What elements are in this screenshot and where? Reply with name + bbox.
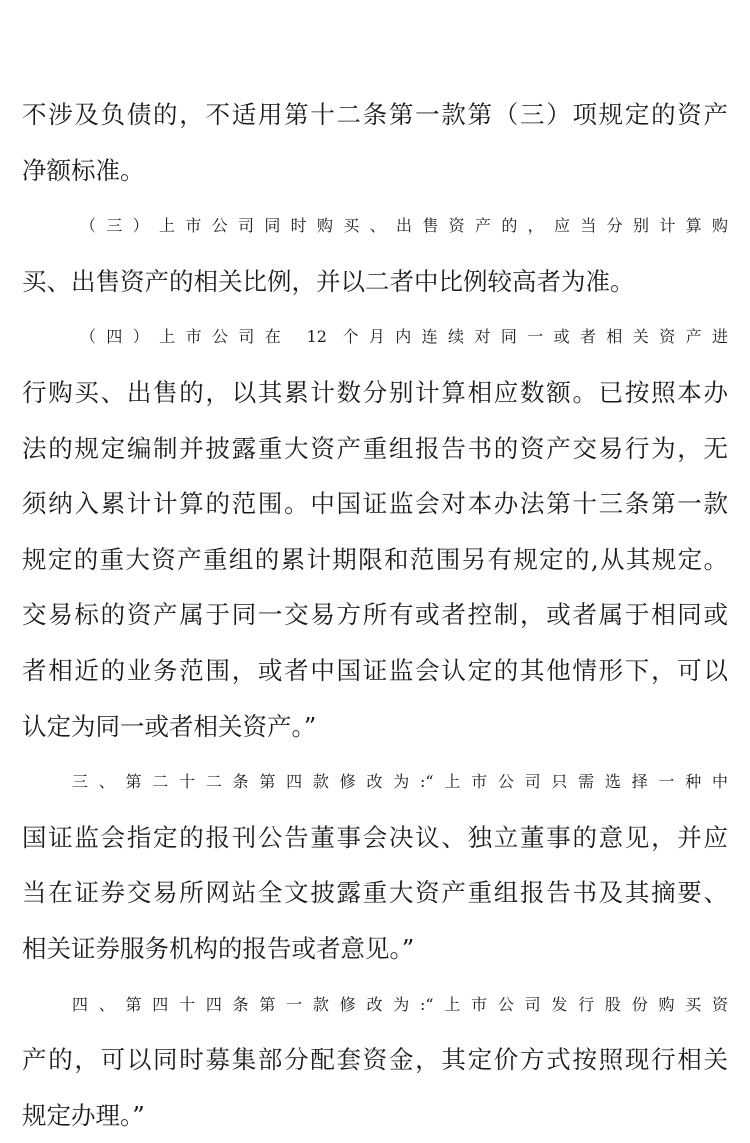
- paragraph-line: 产的，可以同时募集部分配套资金，其定价方式按照现行相关: [22, 1045, 728, 1075]
- paragraph-line: 须纳入累计计算的范围。中国证监会对本办法第十三条第一款: [22, 489, 728, 519]
- paragraph-line: 国证监会指定的报刊公告董事会决议、独立董事的意见，并应: [22, 822, 728, 852]
- paragraph-line: 不涉及负债的，不适用第十二条第一款第（三）项规定的资产: [22, 100, 728, 129]
- paragraph-line: 当在证券交易所网站全文披露重大资产重组报告书及其摘要、: [22, 878, 728, 908]
- paragraph-line: 四、第四十四条第一款修改为:“上市公司发行股份购买资: [72, 994, 728, 1014]
- paragraph-line: 行购买、出售的，以其累计数分别计算相应数额。已按照本办: [22, 377, 728, 407]
- paragraph-line: 法的规定编制并披露重大资产重组报告书的资产交易行为，无: [22, 433, 728, 463]
- paragraph-line: （四）上市公司在 12 个月内连续对同一或者相关资产进: [80, 327, 728, 347]
- document-body: [22, 87, 728, 1143]
- paragraph-line: 买、出售资产的相关比例，并以二者中比例较高者为准。: [22, 266, 635, 296]
- paragraph-line: 认定为同一或者相关资产。”: [22, 711, 317, 741]
- paragraph-line: 净额标准。: [22, 155, 145, 185]
- paragraph-line: 相关证券服务机构的报告或者意见。”: [22, 933, 415, 963]
- paragraph-line: 三、第二十二条第四款修改为:“上市公司只需选择一种中: [72, 772, 728, 792]
- paragraph-line: 规定办理。”: [22, 1100, 145, 1130]
- paragraph-line: 者相近的业务范围，或者中国证监会认定的其他情形下，可以: [22, 655, 728, 685]
- paragraph-line: （三）上市公司同时购买、出售资产的，应当分别计算购: [80, 216, 728, 236]
- paragraph-line: 规定的重大资产重组的累计期限和范围另有规定的,从其规定。: [22, 544, 728, 574]
- paragraph-line: 交易标的资产属于同一交易方所有或者控制，或者属于相同或: [22, 600, 728, 630]
